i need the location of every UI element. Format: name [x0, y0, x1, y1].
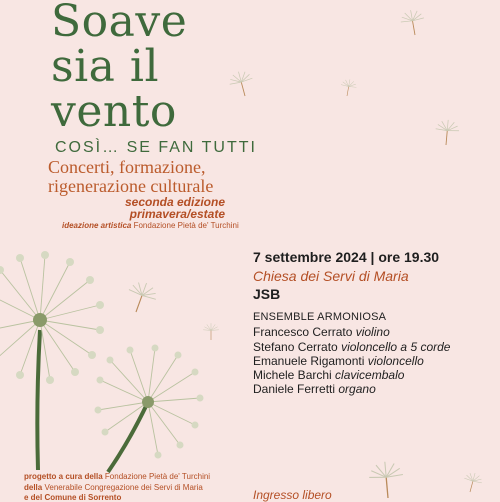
performer-instrument: violoncello [367, 354, 424, 368]
performer-name: Francesco Cerrato [253, 325, 353, 339]
performer-item [253, 354, 424, 368]
performer-item [253, 382, 376, 396]
artistic-direction-label: ideazione artistica [62, 221, 132, 230]
performer-instrument: violoncello a 5 corde [341, 340, 451, 354]
dandelion-seed-icon [399, 8, 426, 37]
dandelion-seed-icon [203, 323, 219, 340]
event-venue: Chiesa dei Servi di Maria [253, 268, 409, 284]
performer-name: Stefano Cerrato [253, 340, 338, 354]
admission-note: Ingresso libero [253, 488, 332, 502]
performer-instrument: organo [338, 382, 376, 396]
poster-title-line: vento [51, 86, 177, 137]
dandelion-flower-large [0, 251, 104, 470]
performer-instrument: clavicembalo [335, 368, 405, 382]
credit-label: della [24, 483, 43, 492]
poster-subtitle: COSÌ… SE FAN TUTTI [55, 139, 257, 156]
performer-item [253, 340, 450, 354]
tagline-line: Concerti, formazione, [48, 157, 206, 177]
poster-title-line: sia il [51, 41, 160, 92]
dandelion-seed-icon [339, 78, 357, 97]
dandelion-seed-icon [434, 119, 460, 146]
credit-label: progetto a cura della [24, 472, 103, 481]
performer-name: Michele Barchi [253, 368, 332, 382]
performer-item [253, 325, 390, 339]
event-date-time: 7 settembre 2024 | ore 19.30 [253, 249, 440, 265]
credit-line [24, 472, 210, 481]
event-program-code: JSB [253, 286, 281, 302]
dandelion-seed-icon [123, 278, 160, 317]
performer-name: Daniele Ferretti [253, 382, 336, 396]
ensemble-name: ENSEMBLE ARMONIOSA [253, 311, 387, 323]
credit-line: e del Comune di Sorrento [24, 493, 122, 502]
tagline-line: rigenerazione culturale [48, 176, 214, 196]
credit-name: Venerabile Congregazione dei Servi di Maria [44, 483, 203, 492]
performer-name: Emanuele Rigamonti [253, 354, 365, 368]
dandelion-seed-icon [227, 69, 256, 99]
edition-line: seconda edizione [124, 195, 225, 209]
poster-title-line: Soave [51, 0, 188, 47]
edition-line: primavera/estate [129, 207, 225, 221]
dandelion-seed-icon [368, 460, 405, 499]
artistic-direction-name: Fondazione Pietà de' Turchini [133, 221, 239, 230]
performer-item [253, 368, 404, 382]
performer-instrument: violino [355, 325, 390, 339]
credit-line [24, 483, 203, 492]
dandelion-seed-icon [461, 471, 484, 495]
credit-name: Fondazione Pietà de' Turchini [104, 472, 211, 481]
artistic-direction [62, 221, 239, 230]
dandelion-flower-medium [95, 345, 204, 473]
